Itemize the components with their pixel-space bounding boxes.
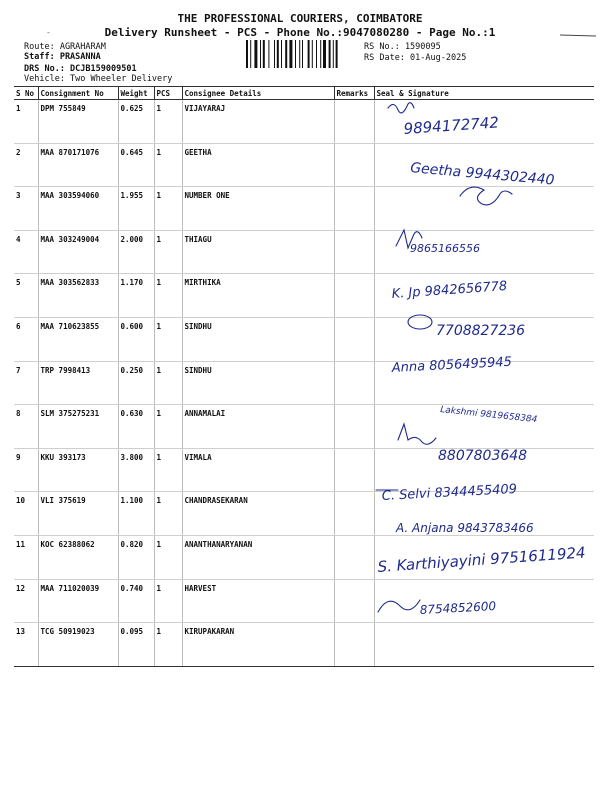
signature-text: 9865166556 [410,242,480,255]
col-signature: Seal & Signature [374,87,594,100]
cell-pcs: 1 [154,579,182,623]
cell-weight: 1.955 [118,187,154,231]
cell-sno: 8 [14,405,38,449]
signature-text: Lakshmi 9819658384 [439,405,538,426]
table-row [14,448,594,492]
table-row [14,230,594,274]
cell-weight: 0.740 [118,579,154,623]
cell-consignment: MAA 303562833 [38,274,118,318]
cell-sno: 10 [14,492,38,536]
cell-remarks [334,143,374,187]
cell-signature [374,579,594,623]
drs-number: DRS No.: DCJB159009501 [24,64,137,74]
cell-weight: 0.250 [118,361,154,405]
cell-remarks [334,405,374,449]
table-row [14,100,594,144]
cell-remarks [334,361,374,405]
cell-signature [374,361,594,405]
cell-pcs: 1 [154,535,182,579]
cell-consignee: KIRUPAKARAN [182,623,334,667]
cell-consignee: SINDHU [182,361,334,405]
signature-text: 7708827236 [436,323,526,339]
cell-consignee: SINDHU [182,317,334,361]
col-remarks: Remarks [334,87,374,100]
cell-sno: 6 [14,317,38,361]
table-row [14,317,594,361]
cell-consignment: TCG 50919023 [38,623,118,667]
cell-sno: 11 [14,535,38,579]
cell-consignment: MAA 710623855 [38,317,118,361]
cell-consignment: KOC 62388062 [38,535,118,579]
cell-pcs: 1 [154,187,182,231]
table-header [14,87,594,100]
cell-signature [374,100,594,144]
cell-signature [374,274,594,318]
cell-consignee: VIMALA [182,448,334,492]
rs-number: RS No.: 1590095 [364,42,441,52]
col-sno: S No [14,87,38,100]
cell-consignee: VIJAYARAJ [182,100,334,144]
cell-sno: 5 [14,274,38,318]
cell-sno: 4 [14,230,38,274]
cell-consignee: MIRTHIKA [182,274,334,318]
cell-consignee: CHANDRASEKARAN [182,492,334,536]
company-title: THE PROFESSIONAL COURIERS, COIMBATORE [177,12,423,25]
cell-remarks [334,317,374,361]
cell-consignment: VLI 375619 [38,492,118,536]
cell-pcs: 1 [154,230,182,274]
cell-signature [374,405,594,449]
table-row [14,623,594,667]
cell-weight: 0.630 [118,405,154,449]
runsheet-subtitle: Delivery Runsheet - PCS - Phone No.:9047080280 - Page No.:1 [104,26,496,39]
cell-signature [374,492,594,536]
cell-consignment: DPM 755849 [38,100,118,144]
cell-remarks [334,100,374,144]
cell-signature [374,143,594,187]
cell-pcs: 1 [154,274,182,318]
staff-label: Staff: PRASANNA [24,52,101,62]
cell-sno: 1 [14,100,38,144]
scanner-mark [560,32,596,38]
cell-signature [374,535,594,579]
signature-text: C. Selvi 8344455409 [381,481,518,504]
cell-consignee: ANANTHANARYANAN [182,535,334,579]
col-consignment: Consignment No [38,87,118,100]
cell-weight: 0.095 [118,623,154,667]
signature-text: Geetha 9944302440 [409,160,556,189]
table-row [14,579,594,623]
cell-sno: 3 [14,187,38,231]
cell-consignment: MAA 303249004 [38,230,118,274]
cell-consignee: GEETHA [182,143,334,187]
signature-text: 8807803648 [438,448,528,464]
cell-weight: 0.600 [118,317,154,361]
cell-consignment: KKU 393173 [38,448,118,492]
cell-signature [374,448,594,492]
cell-pcs: 1 [154,405,182,449]
table-row [14,361,594,405]
cell-signature [374,623,594,667]
cell-weight: 0.645 [118,143,154,187]
cell-pcs: 1 [154,448,182,492]
cell-signature [374,230,594,274]
cell-sno: 9 [14,448,38,492]
signature-text: K. Jp 9842656778 [391,278,508,302]
cell-weight: 3.800 [118,448,154,492]
cell-weight: 0.625 [118,100,154,144]
cell-pcs: 1 [154,100,182,144]
table-row [14,405,594,449]
signature-text: A. Anjana 9843783466 [396,521,534,535]
cell-remarks [334,579,374,623]
signature-text: Anna 8056495945 [391,354,513,376]
cell-consignment: TRP 7998413 [38,361,118,405]
cell-weight: 0.820 [118,535,154,579]
cell-consignment: MAA 303594060 [38,187,118,231]
cell-weight: 1.100 [118,492,154,536]
cell-remarks [334,448,374,492]
stray-mark: - [46,28,51,37]
cell-pcs: 1 [154,143,182,187]
cell-signature [374,317,594,361]
cell-signature [374,187,594,231]
cell-remarks [334,623,374,667]
cell-remarks [334,230,374,274]
cell-sno: 2 [14,143,38,187]
table-row [14,492,594,536]
runsheet-table [14,86,594,667]
col-weight: Weight [118,87,154,100]
cell-remarks [334,492,374,536]
table-row [14,187,594,231]
cell-remarks [334,535,374,579]
cell-consignment: SLM 375275231 [38,405,118,449]
table-row [14,274,594,318]
cell-pcs: 1 [154,317,182,361]
cell-sno: 12 [14,579,38,623]
cell-pcs: 1 [154,623,182,667]
col-consignee: Consignee Details [182,87,334,100]
cell-remarks [334,187,374,231]
cell-pcs: 1 [154,361,182,405]
route-label: Route: AGRAHARAM [24,42,106,52]
col-pcs: PCS [154,87,182,100]
cell-sno: 13 [14,623,38,667]
cell-consignee: NUMBER ONE [182,187,334,231]
signature-text: 9894172742 [403,113,500,138]
table-row [14,535,594,579]
signature-text: 8754852600 [419,599,497,617]
cell-remarks [334,274,374,318]
cell-weight: 1.170 [118,274,154,318]
cell-consignee: HARVEST [182,579,334,623]
cell-consignee: ANNAMALAI [182,405,334,449]
table-row [14,143,594,187]
cell-consignment: MAA 870171076 [38,143,118,187]
cell-pcs: 1 [154,492,182,536]
signature-text: S. Karthiyayini 9751611924 [377,543,587,576]
vehicle-label: Vehicle: Two Wheeler Delivery [24,74,173,84]
barcode [246,40,358,68]
cell-consignee: THIAGU [182,230,334,274]
rs-date: RS Date: 01-Aug-2025 [364,53,467,63]
cell-consignment: MAA 711020039 [38,579,118,623]
cell-weight: 2.000 [118,230,154,274]
cell-sno: 7 [14,361,38,405]
